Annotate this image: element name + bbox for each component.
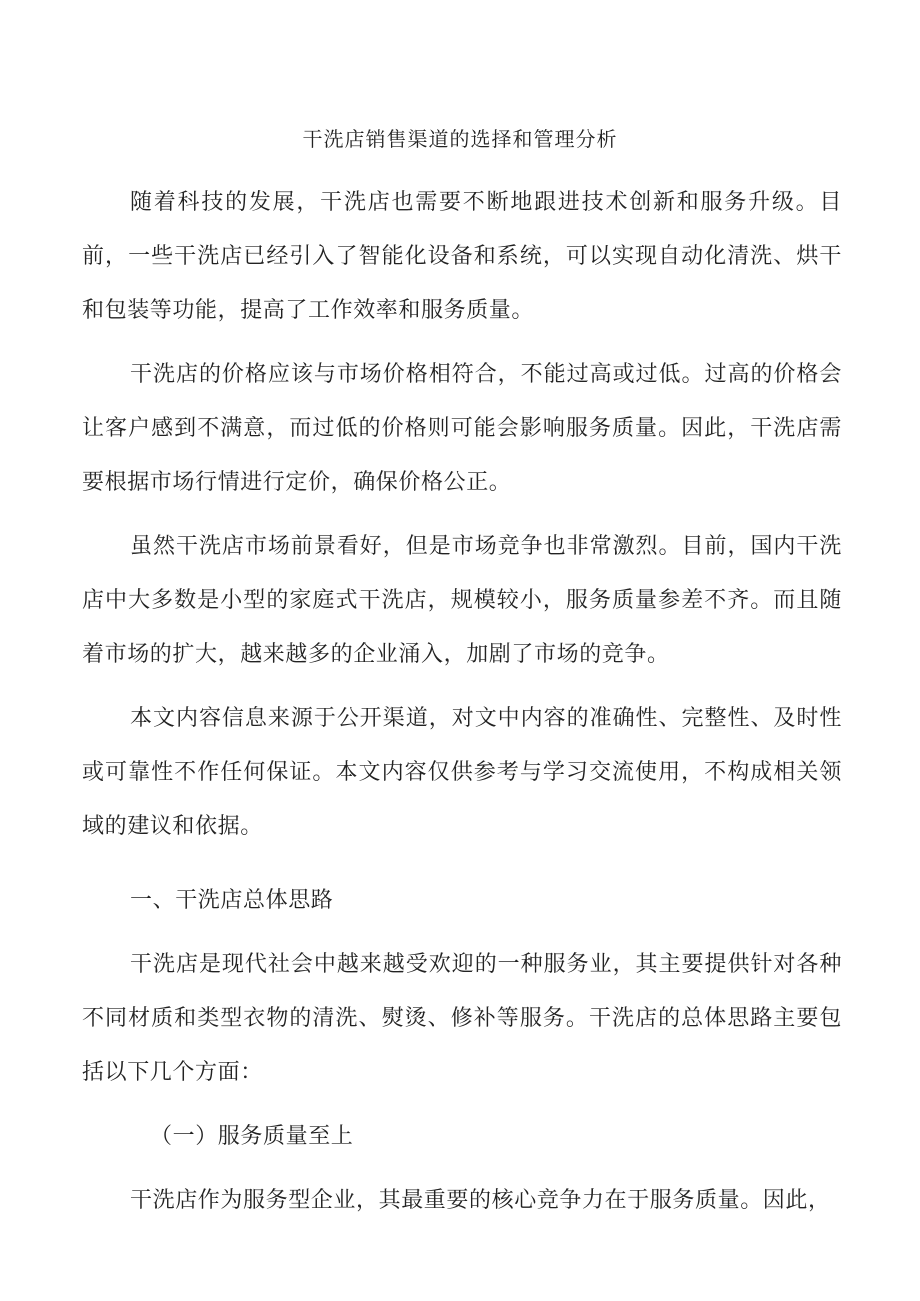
paragraph-overall-intro: 干洗店是现代社会中越来越受欢迎的一种服务业，其主要提供针对各种不同材质和类型衣物的清洗、熨烫、修补等服务。干洗店的总体思路主要包括以下几个方面： bbox=[82, 952, 842, 1085]
paragraph-competition: 虽然干洗店市场前景看好，但是市场竞争也非常激烈。目前，国内干洗店中大多数是小型的家庭式干洗店，规模较小，服务质量参差不齐。而且随着市场的扩大，越来越多的企业涌入，加剧了市场的竞争。 bbox=[82, 534, 842, 667]
section-heading-overall-approach: 一、干洗店总体思路 bbox=[130, 888, 334, 913]
subsection-heading-service-quality: （一）服务质量至上 bbox=[150, 1124, 354, 1149]
document-body bbox=[82, 176, 842, 1228]
document-title: 干洗店销售渠道的选择和管理分析 bbox=[302, 127, 618, 151]
paragraph-pricing: 干洗店的价格应该与市场价格相符合，不能过高或过低。过高的价格会让客户感到不满意，而过低的价格则可能会影响服务质量。因此，干洗店需要根据市场行情进行定价，确保价格公正。 bbox=[82, 362, 842, 495]
paragraph-service-quality: 干洗店作为服务型企业，其最重要的核心竞争力在于服务质量。因此， bbox=[130, 1188, 831, 1213]
paragraph-tech-innovation: 随着科技的发展，干洗店也需要不断地跟进技术创新和服务升级。目前，一些干洗店已经引入了智能化设备和系统，可以实现自动化清洗、烘干和包装等功能，提高了工作效率和服务质量。 bbox=[82, 190, 842, 323]
paragraph-disclaimer: 本文内容信息来源于公开渠道，对文中内容的准确性、完整性、及时性或可靠性不作任何保证。本文内容仅供参考与学习交流使用，不构成相关领域的建议和依据。 bbox=[82, 706, 842, 839]
